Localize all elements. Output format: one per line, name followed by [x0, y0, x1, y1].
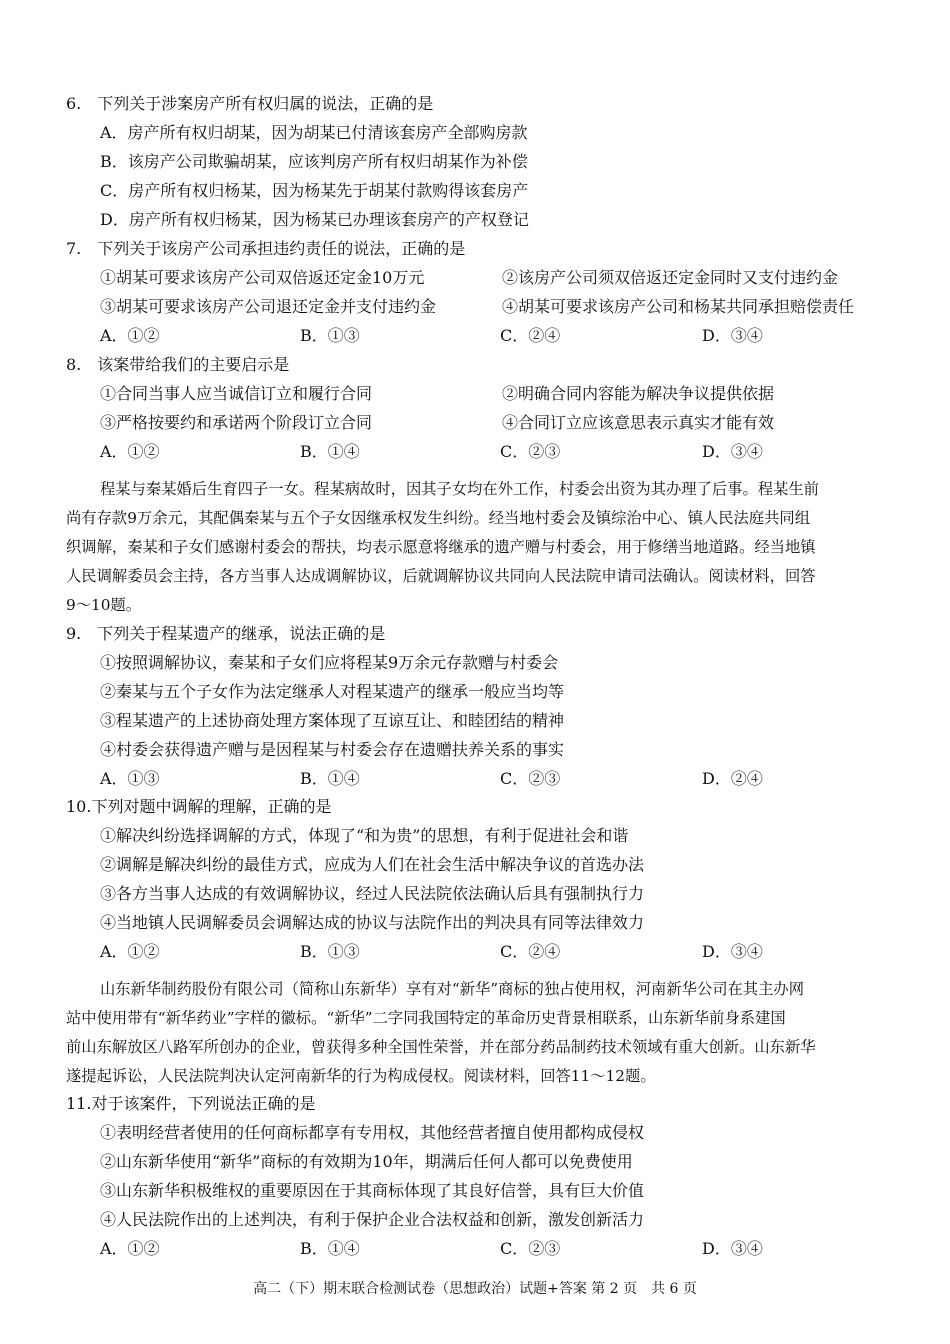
passage-1-line-3: 织调解，秦某和子女们感谢村委会的帮扶，均表示愿意将继承的遗产赠与村委会，用于修缮当地道路。经当地镇 — [66, 538, 816, 556]
question-6-option-d: D．房产所有权归杨某，因为杨某已办理该套房产的产权登记 — [100, 210, 529, 229]
question-10-choice-b: B．①③ — [300, 942, 360, 961]
question-11-item-3: ③山东新华积极维权的重要原因在于其商标体现了其良好信誉，具有巨大价值 — [100, 1181, 645, 1200]
question-10-choice-c: C．②④ — [500, 942, 561, 961]
question-7-item-4: ④胡某可要求该房产公司和杨某共同承担赔偿责任 — [502, 297, 855, 316]
question-7-stem: 7. 下列关于该房产公司承担违约责任的说法，正确的是 — [66, 239, 466, 258]
question-7-choice-a: A．①② — [100, 326, 160, 345]
question-11-choice-b: B．①④ — [300, 1239, 360, 1258]
question-8-item-1: ①合同当事人应当诚信订立和履行合同 — [100, 384, 373, 403]
question-11-choice-d: D．③④ — [702, 1239, 763, 1258]
passage-2-line-3: 前山东解放区八路军所创办的企业，曾获得多种全国性荣誉，并在部分药品制药技术领域有重大创新。山东新华 — [66, 1038, 816, 1056]
question-8-item-2: ②明确合同内容能为解决争议提供依据 — [502, 384, 775, 403]
question-8-choice-a: A．①② — [100, 442, 160, 461]
question-6-option-c: C．房产所有权归杨某，因为杨某先于胡某付款购得该套房产 — [100, 181, 529, 200]
passage-1-line-1: 程某与秦某婚后生育四子一女。程某病故时，因其子女均在外工作，村委会出资为其办理了后事。程某生前 — [100, 480, 819, 498]
question-11-choice-c: C．②③ — [500, 1239, 561, 1258]
question-10-item-3: ③各方当事人达成的有效调解协议，经过人民法院依法确认后具有强制执行力 — [100, 884, 645, 903]
question-11-item-1: ①表明经营者使用的任何商标都享有专用权，其他经营者擅自使用都构成侵权 — [100, 1123, 645, 1142]
question-8-choice-c: C．②③ — [500, 442, 561, 461]
question-9-stem: 9. 下列关于程某遗产的继承，说法正确的是 — [66, 624, 386, 643]
passage-2-line-4: 遂提起诉讼，人民法院判决认定河南新华的行为构成侵权。阅读材料，回答11～12题。 — [66, 1067, 656, 1085]
question-9-item-1: ①按照调解协议，秦某和子女们应将程某9万余元存款赠与村委会 — [100, 653, 559, 672]
question-9-item-2: ②秦某与五个子女作为法定继承人对程某遗产的继承一般应当均等 — [100, 682, 565, 701]
question-11-item-4: ④人民法院作出的上述判决，有利于保护企业合法权益和创新，激发创新活力 — [100, 1210, 645, 1229]
question-6-option-a: A．房产所有权归胡某，因为胡某已付清该套房产全部购房款 — [100, 123, 528, 142]
question-10-choice-a: A．①② — [100, 942, 160, 961]
question-8-choice-b: B．①④ — [300, 442, 360, 461]
question-6-stem: 6. 下列关于涉案房产所有权归属的说法，正确的是 — [66, 94, 434, 113]
question-9-choice-d: D．②④ — [702, 769, 763, 788]
passage-2-line-2: 站中使用带有“新华药业”字样的徽标。“新华”二字同我国特定的革命历史背景相联系，山东新华前身系建国 — [66, 1009, 786, 1027]
question-9-choice-a: A．①③ — [100, 769, 160, 788]
question-11-choice-a: A．①② — [100, 1239, 160, 1258]
question-8-item-3: ③严格按要约和承诺两个阶段订立合同 — [100, 413, 373, 432]
question-11-item-2: ②山东新华使用“新华”商标的有效期为10年，期满后任何人都可以免费使用 — [100, 1152, 633, 1171]
question-10-item-2: ②调解是解决纠纷的最佳方式，应成为人们在社会生活中解决争议的首选办法 — [100, 855, 645, 874]
passage-2-line-1: 山东新华制药股份有限公司（简称山东新华）享有对“新华”商标的独占使用权，河南新华公司在其主办网 — [100, 980, 805, 998]
question-7-choice-b: B．①③ — [300, 326, 360, 345]
page-footer: 高二（下）期末联合检测试卷（思想政治）试题+答案 第 2 页 共 6 页 — [253, 1281, 697, 1297]
question-9-item-3: ③程某遗产的上述协商处理方案体现了互谅互让、和睦团结的精神 — [100, 711, 565, 730]
question-8-item-4: ④合同订立应该意思表示真实才能有效 — [502, 413, 775, 432]
question-10-choice-d: D．③④ — [702, 942, 763, 961]
question-6-option-b: B．该房产公司欺骗胡某，应该判房产所有权归胡某作为补偿 — [100, 152, 528, 171]
question-10-item-1: ①解决纠纷选择调解的方式，体现了“和为贵”的思想，有利于促进社会和谐 — [100, 826, 629, 845]
question-7-choice-d: D．③④ — [702, 326, 763, 345]
question-7-item-2: ②该房产公司须双倍返还定金同时又支付违约金 — [502, 268, 839, 287]
question-7-choice-c: C．②④ — [500, 326, 561, 345]
passage-1-line-2: 尚有存款9万余元，其配偶秦某与五个子女因继承权发生纠纷。经当地村委会及镇综治中心、镇人民法庭共同组 — [66, 509, 810, 527]
passage-1-line-4: 人民调解委员会主持，各方当事人达成调解协议，后就调解协议共同向人民法院申请司法确认。阅读材料，回答 — [66, 567, 816, 585]
question-7-item-1: ①胡某可要求该房产公司双倍返还定金10万元 — [100, 268, 425, 287]
question-8-choice-d: D．③④ — [702, 442, 763, 461]
question-11-stem: 11.对于该案件，下列说法正确的是 — [66, 1094, 316, 1113]
question-7-item-3: ③胡某可要求该房产公司退还定金并支付违约金 — [100, 297, 437, 316]
question-10-item-4: ④当地镇人民调解委员会调解达成的协议与法院作出的判决具有同等法律效力 — [100, 913, 645, 932]
question-9-choice-b: B．①④ — [300, 769, 360, 788]
question-10-stem: 10.下列对题中调解的理解，正确的是 — [66, 797, 332, 816]
question-9-item-4: ④村委会获得遗产赠与是因程某与村委会存在遗赠扶养关系的事实 — [100, 740, 565, 759]
question-8-stem: 8. 该案带给我们的主要启示是 — [66, 355, 290, 374]
question-9-choice-c: C．②③ — [500, 769, 561, 788]
passage-1-line-5: 9～10题。 — [66, 596, 142, 614]
